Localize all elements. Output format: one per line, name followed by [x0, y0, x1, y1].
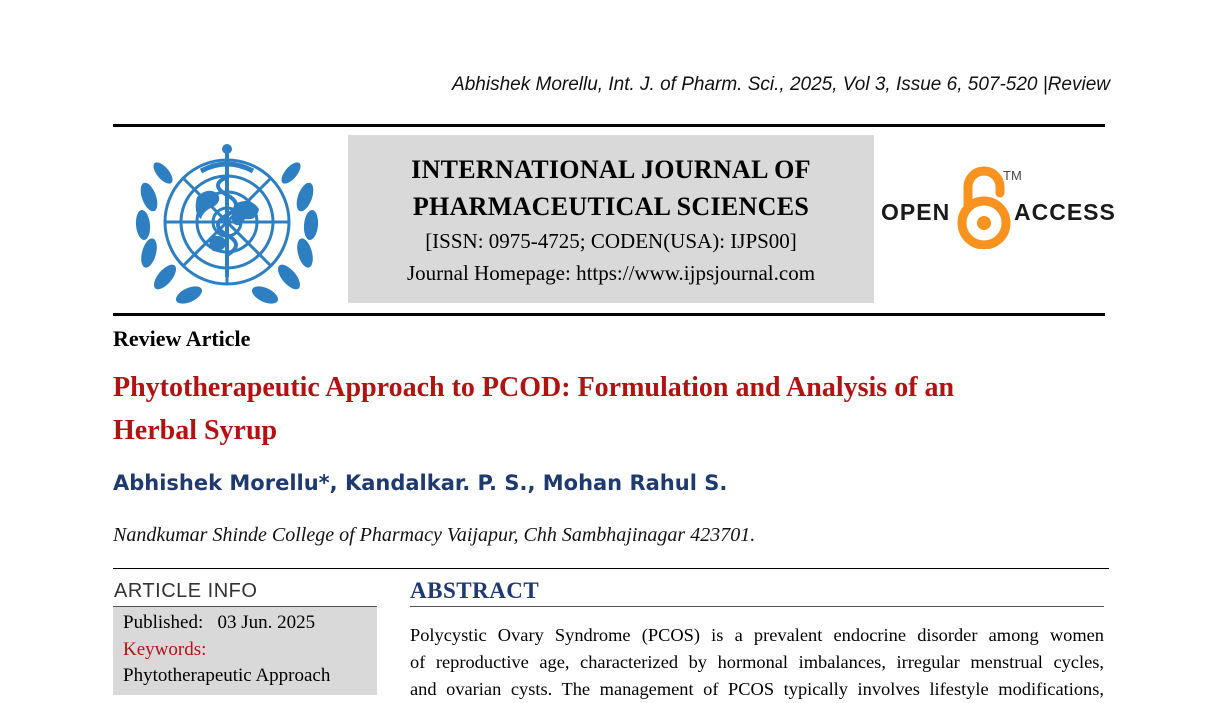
open-access-badge [880, 165, 1116, 255]
abstract-line: Polycystic Ovary Syndrome (PCOS) is a prevalent endocrine disorder among women [410, 625, 1104, 645]
abstract-text [410, 622, 1104, 703]
article-title-line2: Herbal Syrup [113, 415, 278, 446]
abstract-heading: ABSTRACT [410, 578, 540, 603]
article-type: Review Article [113, 326, 251, 351]
open-access-open-text: OPEN [881, 199, 951, 225]
keywords-label: Keywords: [123, 639, 207, 660]
header-rule-top [113, 124, 1105, 127]
article-title-line1: Phytotherapeutic Approach to PCOD: Formulation and Analysis of an [113, 372, 955, 403]
journal-name-line1: INTERNATIONAL JOURNAL OF [411, 155, 811, 184]
published-row [123, 612, 315, 634]
article-title [113, 366, 1113, 452]
header-rule-bottom [113, 313, 1105, 316]
journal-banner [348, 135, 874, 303]
published-label: Published: [123, 612, 204, 633]
journal-logo-icon [127, 137, 327, 307]
article-info-heading: ARTICLE INFO [114, 580, 258, 602]
journal-homepage[interactable]: Journal Homepage: https://www.ijpsjournal.com [406, 261, 816, 285]
abstract-rule [410, 606, 1104, 607]
published-date: 03 Jun. 2025 [217, 612, 316, 633]
journal-ids: [ISSN: 0975-4725; CODEN(USA): IJPS00] [425, 229, 797, 253]
journal-name-line2: PHARMACEUTICAL SCIENCES [412, 192, 810, 221]
open-access-access-text: ACCESS [1014, 199, 1116, 225]
keyword-item: Phytotherapeutic Approach [123, 665, 331, 686]
trademark-label: TM [1003, 168, 1022, 183]
author-list: Abhishek Morellu*, Kandalkar. P. S., Mohan Rahul S. [113, 471, 728, 495]
affiliation: Nandkumar Shinde College of Pharmacy Vaijapur, Chh Sambhajinagar 423701. [113, 524, 756, 546]
abstract-line: and ovarian cysts. The management of PCOS typically involves lifestyle modifications, [410, 679, 1104, 699]
abstract-line: of reproductive age, characterized by hormonal imbalances, irregular menstrual cycles, [410, 652, 1104, 672]
citation-line: Abhishek Morellu, Int. J. of Pharm. Sci., 2025, Vol 3, Issue 6, 507-520 |Review [452, 74, 1110, 95]
section-divider [113, 568, 1109, 569]
